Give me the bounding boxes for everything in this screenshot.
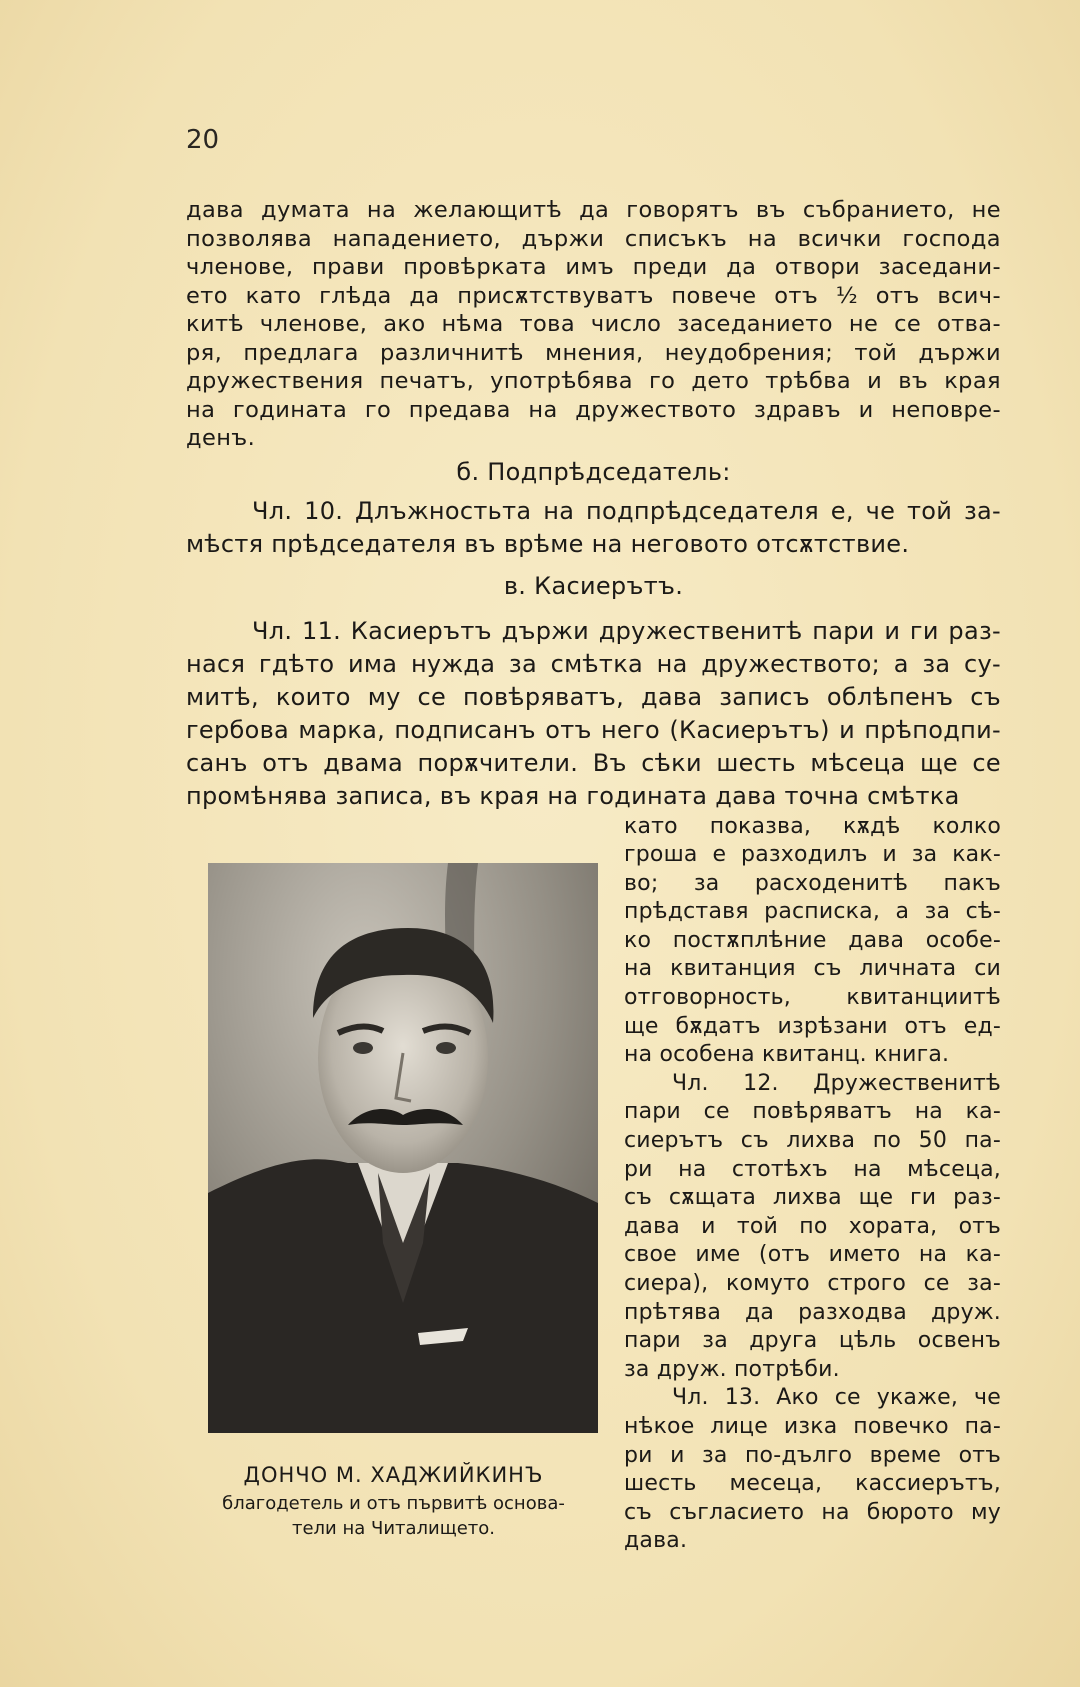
text-line: съ сѫщата лихва ще ги раз-: [624, 1185, 1001, 1211]
portrait-image: [208, 863, 598, 1433]
text-line: на квитанция съ личната си: [624, 956, 1001, 982]
text-line: Чл. 12. Дружественитѣ: [672, 1070, 1001, 1096]
text-line: прѣдставя расписка, а за сѣ-: [624, 899, 1001, 925]
paragraph-1: [186, 196, 1001, 453]
text-line: отговорность, квитанциитѣ: [624, 985, 1001, 1011]
article-11-continuation: [624, 813, 1001, 1070]
text-line: ето като глѣда да присѫтствуватъ повече отъ ½ отъ всич-: [186, 282, 1001, 309]
text-line: дава.: [624, 1528, 688, 1554]
text-line: ще бѫдатъ изрѣзани отъ ед-: [624, 1013, 1001, 1039]
lower-section: [186, 813, 1001, 1573]
text-line: пари се повѣряватъ на ка-: [624, 1099, 1001, 1125]
article-10: Чл. 10. Длъжностьта на подпрѣдседателя е, че той за-мѣстя прѣдседателя въ врѣме на неговото отсѫтствие.: [186, 496, 1001, 558]
text-line: за друж. потрѣби.: [624, 1356, 840, 1382]
text-line: пари за друга цѣль освенъ: [624, 1328, 1001, 1354]
section-heading-vice-chairman: б. Подпрѣдседатель:: [456, 457, 731, 486]
article-12: [624, 1070, 1001, 1385]
text-line: като показва, кѫдѣ колко: [624, 813, 1001, 839]
text-line: денъ.: [186, 425, 256, 451]
text-line: дава думата на желающитѣ да говорятъ въ събранието, не: [186, 197, 1001, 223]
right-text-column: [624, 813, 1001, 1556]
text-line: сиерътъ съ лихва по 50 па-: [624, 1128, 1001, 1154]
caption-line: благодетель и отъ първитѣ основа-: [222, 1492, 565, 1514]
text-line: ря, предлага различнитѣ мнения, неудобрения; той държи: [186, 339, 1001, 366]
text-line: гроша е разходилъ и за как-: [624, 842, 1001, 868]
page-number: 20: [186, 125, 220, 155]
photo-caption-name: ДОНЧО М. ХАДЖИЙКИНЪ: [243, 1462, 544, 1487]
text-line: ко постѫплѣние дава особе-: [624, 927, 1001, 953]
text-line: сиера), комуто строго се за-: [624, 1271, 1001, 1296]
text-line: съ съгласието на бюрото му: [624, 1499, 1001, 1525]
text-line: дружествения печатъ, употрѣбява го дето трѣбва и въ края: [186, 368, 1001, 394]
text-line: на особена квитанц. книга.: [624, 1042, 950, 1068]
portrait-photo: [208, 863, 598, 1433]
article-13: [624, 1384, 1001, 1556]
text-line: позволява нападението, държи списъкъ на всички господа: [186, 225, 1001, 252]
text-line: ри и за по-дълго време отъ: [624, 1442, 1001, 1468]
text-line: на годината го предава на дружеството здравъ и неповре-: [186, 396, 1001, 423]
text-line: нѣкое лице изка повечко па-: [624, 1413, 1001, 1439]
text-line: Чл. 13. Ако се укаже, че: [672, 1385, 1001, 1411]
text-line: китѣ членове, ако нѣма това число заседанието не се отва-: [186, 311, 1001, 337]
page-content: [186, 196, 1001, 1573]
text-line: свое име (отъ името на ка-: [624, 1242, 1001, 1268]
caption-line: тели на Читалището.: [291, 1517, 495, 1539]
text-line: дава и той по хората, отъ: [624, 1213, 1001, 1239]
article-11: Чл. 11. Касиерътъ държи дружественитѣ пари и ги раз-нася гдѣто има нужда за смѣтка на дружеството; а за су-митѣ, които му се повѣряватъ, дава записъ облѣпенъ съ гербова марка, подписанъ отъ него (Касиерътъ) и прѣподпи-санъ отъ двама порѫчители. Въ сѣки шесть мѣсеца ще се промѣнява записа, въ края на годината дава точна смѣтка: [186, 616, 1001, 810]
photo-caption-description: [186, 1491, 601, 1541]
text-line: членове, прави провѣрката имъ преди да отвори заседани-: [186, 254, 1001, 280]
text-line: шесть месеца, кассиерътъ,: [624, 1471, 1001, 1497]
section-heading-treasurer: в. Касиерътъ.: [503, 571, 684, 600]
text-line: ри на стотѣхъ на мѣсеца,: [624, 1156, 1001, 1182]
text-line: прѣтява да разходва друж.: [624, 1299, 1001, 1325]
photo-block: [186, 863, 601, 1541]
text-line: во; за расходенитѣ пакъ: [624, 870, 1001, 896]
